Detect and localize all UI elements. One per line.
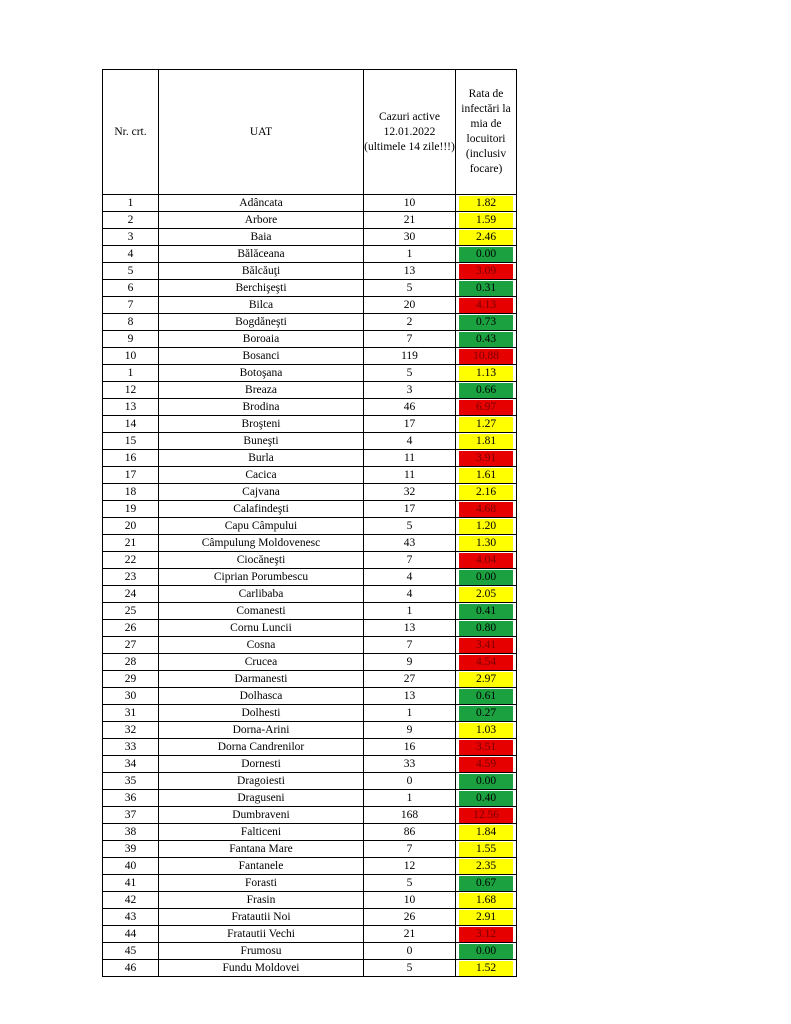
cell-nr: 19	[103, 501, 159, 518]
cell-uat: Botoşana	[159, 365, 364, 382]
cell-nr: 9	[103, 331, 159, 348]
cell-nr: 34	[103, 756, 159, 773]
header-nr-crt: Nr. crt.	[103, 70, 159, 195]
cell-rate	[456, 535, 517, 552]
cell-rate	[456, 399, 517, 416]
cell-nr: 10	[103, 348, 159, 365]
rate-value-red: 10.88	[459, 349, 513, 364]
rate-value-green: 0.73	[459, 315, 513, 330]
cell-uat: Câmpulung Moldovenesc	[159, 535, 364, 552]
table-row	[103, 909, 517, 926]
cell-rate	[456, 212, 517, 229]
cell-rate	[456, 841, 517, 858]
cell-uat: Frumosu	[159, 943, 364, 960]
cell-uat: Buneşti	[159, 433, 364, 450]
rate-value-red: 4.04	[459, 553, 513, 568]
cell-nr: 8	[103, 314, 159, 331]
cell-cases: 11	[364, 467, 456, 484]
header-uat: UAT	[159, 70, 364, 195]
cell-uat: Broşteni	[159, 416, 364, 433]
table-row	[103, 688, 517, 705]
table-row	[103, 450, 517, 467]
rate-value-red: 3.41	[459, 638, 513, 653]
cell-rate	[456, 263, 517, 280]
table-row	[103, 824, 517, 841]
cell-nr: 39	[103, 841, 159, 858]
table-row	[103, 654, 517, 671]
cell-uat: Dornesti	[159, 756, 364, 773]
cell-nr: 18	[103, 484, 159, 501]
rate-value-red: 3.09	[459, 264, 513, 279]
table-row	[103, 790, 517, 807]
cell-cases: 20	[364, 297, 456, 314]
table-row	[103, 518, 517, 535]
cell-cases: 7	[364, 552, 456, 569]
cell-rate	[456, 875, 517, 892]
cell-rate	[456, 552, 517, 569]
cell-rate	[456, 960, 517, 977]
rate-value-red: 12.56	[459, 808, 513, 823]
cell-cases: 4	[364, 569, 456, 586]
cell-cases: 33	[364, 756, 456, 773]
cell-rate	[456, 671, 517, 688]
cell-rate	[456, 773, 517, 790]
rate-value-red: 4.13	[459, 298, 513, 313]
cell-rate	[456, 739, 517, 756]
cell-uat: Fantanele	[159, 858, 364, 875]
cell-cases: 86	[364, 824, 456, 841]
table-row	[103, 382, 517, 399]
cell-uat: Dorna-Arini	[159, 722, 364, 739]
rate-value-red: 3.51	[459, 740, 513, 755]
cell-cases: 32	[364, 484, 456, 501]
table-row	[103, 875, 517, 892]
cell-rate	[456, 348, 517, 365]
cell-nr: 5	[103, 263, 159, 280]
cell-rate	[456, 331, 517, 348]
table-row	[103, 399, 517, 416]
rate-value-green: 0.27	[459, 706, 513, 721]
rate-value-yellow: 1.27	[459, 417, 513, 432]
cell-cases: 168	[364, 807, 456, 824]
cell-rate	[456, 382, 517, 399]
cell-nr: 31	[103, 705, 159, 722]
rate-value-green: 0.00	[459, 944, 513, 959]
cell-rate	[456, 297, 517, 314]
cell-uat: Breaza	[159, 382, 364, 399]
table-header	[103, 70, 517, 195]
cell-cases: 0	[364, 773, 456, 790]
cell-nr: 33	[103, 739, 159, 756]
cell-cases: 1	[364, 603, 456, 620]
cell-uat: Calafindeşti	[159, 501, 364, 518]
cell-cases: 7	[364, 841, 456, 858]
table-row	[103, 263, 517, 280]
cell-uat: Fratautii Vechi	[159, 926, 364, 943]
rate-value-yellow: 1.59	[459, 213, 513, 228]
cell-uat: Dorna Candrenilor	[159, 739, 364, 756]
cell-uat: Draguseni	[159, 790, 364, 807]
cell-uat: Cosna	[159, 637, 364, 654]
cell-uat: Burla	[159, 450, 364, 467]
cell-nr: 27	[103, 637, 159, 654]
cell-rate	[456, 654, 517, 671]
table-row	[103, 892, 517, 909]
table-row	[103, 195, 517, 212]
rate-value-green: 0.66	[459, 383, 513, 398]
rate-value-red: 3.91	[459, 451, 513, 466]
cell-nr: 12	[103, 382, 159, 399]
cell-nr: 3	[103, 229, 159, 246]
rate-value-red: 4.68	[459, 502, 513, 517]
cell-uat: Falticeni	[159, 824, 364, 841]
cell-uat: Fundu Moldovei	[159, 960, 364, 977]
rate-value-green: 0.43	[459, 332, 513, 347]
cell-rate	[456, 416, 517, 433]
cell-cases: 9	[364, 654, 456, 671]
rate-value-yellow: 2.05	[459, 587, 513, 602]
cell-nr: 28	[103, 654, 159, 671]
cell-nr: 14	[103, 416, 159, 433]
cell-nr: 13	[103, 399, 159, 416]
cell-rate	[456, 569, 517, 586]
cell-rate	[456, 858, 517, 875]
table-row	[103, 246, 517, 263]
cell-uat: Cornu Luncii	[159, 620, 364, 637]
cell-uat: Bosanci	[159, 348, 364, 365]
table-row	[103, 212, 517, 229]
cell-rate	[456, 484, 517, 501]
cell-uat: Dragoiesti	[159, 773, 364, 790]
cell-cases: 13	[364, 620, 456, 637]
cell-rate	[456, 892, 517, 909]
rate-value-green: 0.61	[459, 689, 513, 704]
cell-cases: 7	[364, 331, 456, 348]
infection-rate-table	[102, 69, 517, 977]
rate-value-yellow: 1.81	[459, 434, 513, 449]
cell-nr: 35	[103, 773, 159, 790]
cell-rate	[456, 824, 517, 841]
cell-cases: 9	[364, 722, 456, 739]
cell-cases: 30	[364, 229, 456, 246]
table-body	[103, 195, 517, 977]
cell-rate	[456, 909, 517, 926]
table-row	[103, 620, 517, 637]
rate-value-red: 6.97	[459, 400, 513, 415]
cell-cases: 4	[364, 433, 456, 450]
table-row	[103, 331, 517, 348]
cell-nr: 26	[103, 620, 159, 637]
cell-nr: 45	[103, 943, 159, 960]
table-row	[103, 433, 517, 450]
cell-nr: 44	[103, 926, 159, 943]
cell-nr: 25	[103, 603, 159, 620]
cell-rate	[456, 688, 517, 705]
cell-nr: 29	[103, 671, 159, 688]
cell-nr: 1	[103, 365, 159, 382]
cell-rate	[456, 467, 517, 484]
cell-nr: 30	[103, 688, 159, 705]
table-row	[103, 637, 517, 654]
cell-uat: Dolhesti	[159, 705, 364, 722]
cell-rate	[456, 603, 517, 620]
cell-nr: 2	[103, 212, 159, 229]
cell-cases: 21	[364, 926, 456, 943]
cell-nr: 4	[103, 246, 159, 263]
cell-nr: 32	[103, 722, 159, 739]
cell-nr: 23	[103, 569, 159, 586]
cell-nr: 46	[103, 960, 159, 977]
rate-value-yellow: 1.68	[459, 893, 513, 908]
cell-uat: Frasin	[159, 892, 364, 909]
rate-value-green: 0.00	[459, 774, 513, 789]
cell-uat: Cajvana	[159, 484, 364, 501]
cell-uat: Berchişeşti	[159, 280, 364, 297]
cell-rate	[456, 314, 517, 331]
cell-cases: 5	[364, 280, 456, 297]
rate-value-yellow: 2.97	[459, 672, 513, 687]
cell-cases: 7	[364, 637, 456, 654]
table-row	[103, 739, 517, 756]
header-row	[103, 70, 517, 195]
rate-value-red: 4.59	[459, 757, 513, 772]
cell-rate	[456, 807, 517, 824]
cell-cases: 1	[364, 790, 456, 807]
cell-nr: 6	[103, 280, 159, 297]
cell-cases: 21	[364, 212, 456, 229]
rate-value-yellow: 1.03	[459, 723, 513, 738]
cell-nr: 36	[103, 790, 159, 807]
cell-rate	[456, 943, 517, 960]
cell-nr: 24	[103, 586, 159, 603]
cell-cases: 5	[364, 365, 456, 382]
table-row	[103, 280, 517, 297]
cell-uat: Dolhasca	[159, 688, 364, 705]
cell-nr: 21	[103, 535, 159, 552]
table-row	[103, 552, 517, 569]
rate-value-yellow: 2.91	[459, 910, 513, 925]
cell-rate	[456, 705, 517, 722]
table-row	[103, 535, 517, 552]
cell-nr: 42	[103, 892, 159, 909]
table-row	[103, 705, 517, 722]
table-row	[103, 501, 517, 518]
rate-value-green: 0.00	[459, 247, 513, 262]
cell-uat: Bilca	[159, 297, 364, 314]
rate-value-green: 0.40	[459, 791, 513, 806]
rate-value-yellow: 2.16	[459, 485, 513, 500]
rate-value-yellow: 2.46	[459, 230, 513, 245]
cell-uat: Carlibaba	[159, 586, 364, 603]
rate-value-yellow: 2.35	[459, 859, 513, 874]
cell-cases: 2	[364, 314, 456, 331]
cell-uat: Arbore	[159, 212, 364, 229]
rate-value-green: 0.41	[459, 604, 513, 619]
cell-cases: 1	[364, 705, 456, 722]
cell-uat: Bălcăuţi	[159, 263, 364, 280]
cell-cases: 5	[364, 960, 456, 977]
table-row	[103, 841, 517, 858]
cell-uat: Comanesti	[159, 603, 364, 620]
rate-value-yellow: 1.82	[459, 196, 513, 211]
cell-nr: 38	[103, 824, 159, 841]
rate-value-green: 0.67	[459, 876, 513, 891]
cell-cases: 17	[364, 416, 456, 433]
cell-uat: Capu Câmpului	[159, 518, 364, 535]
cell-rate	[456, 246, 517, 263]
cell-uat: Cacica	[159, 467, 364, 484]
cell-nr: 15	[103, 433, 159, 450]
cell-uat: Darmanesti	[159, 671, 364, 688]
cell-nr: 40	[103, 858, 159, 875]
cell-cases: 119	[364, 348, 456, 365]
cell-uat: Ciprian Porumbescu	[159, 569, 364, 586]
cell-nr: 16	[103, 450, 159, 467]
cell-cases: 10	[364, 195, 456, 212]
table-row	[103, 603, 517, 620]
cell-rate	[456, 280, 517, 297]
cell-cases: 11	[364, 450, 456, 467]
cell-uat: Baia	[159, 229, 364, 246]
rate-value-green: 0.00	[459, 570, 513, 585]
cell-uat: Forasti	[159, 875, 364, 892]
table-row	[103, 722, 517, 739]
cell-cases: 12	[364, 858, 456, 875]
cell-uat: Ciocăneşti	[159, 552, 364, 569]
table-row	[103, 756, 517, 773]
table-row	[103, 858, 517, 875]
cell-rate	[456, 620, 517, 637]
cell-cases: 27	[364, 671, 456, 688]
table-row	[103, 484, 517, 501]
cell-cases: 13	[364, 688, 456, 705]
rate-value-red: 4.54	[459, 655, 513, 670]
table-row	[103, 773, 517, 790]
header-active-cases: Cazuri active 12.01.2022 (ultimele 14 zile!!!)	[364, 70, 456, 195]
cell-cases: 1	[364, 246, 456, 263]
cell-rate	[456, 195, 517, 212]
cell-rate	[456, 433, 517, 450]
rate-value-yellow: 1.52	[459, 961, 513, 976]
cell-uat: Boroaia	[159, 331, 364, 348]
rate-value-red: 3.12	[459, 927, 513, 942]
cell-rate	[456, 926, 517, 943]
table-row	[103, 926, 517, 943]
table-row	[103, 943, 517, 960]
cell-uat: Bogdăneşti	[159, 314, 364, 331]
table-row	[103, 314, 517, 331]
table-row	[103, 807, 517, 824]
cell-cases: 4	[364, 586, 456, 603]
cell-rate	[456, 229, 517, 246]
cell-rate	[456, 586, 517, 603]
table-row	[103, 229, 517, 246]
cell-uat: Dumbraveni	[159, 807, 364, 824]
cell-uat: Bălăceana	[159, 246, 364, 263]
cell-uat: Fantana Mare	[159, 841, 364, 858]
rate-value-yellow: 1.55	[459, 842, 513, 857]
cell-rate	[456, 722, 517, 739]
cell-uat: Fratautii Noi	[159, 909, 364, 926]
cell-nr: 1	[103, 195, 159, 212]
cell-rate	[456, 365, 517, 382]
table-row	[103, 671, 517, 688]
header-infection-rate: Rata de infectări la mia de locuitori (inclusiv focare)	[456, 70, 517, 195]
cell-rate	[456, 790, 517, 807]
rate-value-yellow: 1.84	[459, 825, 513, 840]
table-row	[103, 416, 517, 433]
rate-value-green: 0.31	[459, 281, 513, 296]
cell-nr: 7	[103, 297, 159, 314]
table-row	[103, 297, 517, 314]
table-row	[103, 467, 517, 484]
cell-cases: 26	[364, 909, 456, 926]
cell-nr: 20	[103, 518, 159, 535]
table-row	[103, 586, 517, 603]
cell-uat: Brodina	[159, 399, 364, 416]
cell-cases: 3	[364, 382, 456, 399]
cell-cases: 46	[364, 399, 456, 416]
cell-uat: Crucea	[159, 654, 364, 671]
cell-rate	[456, 637, 517, 654]
cell-nr: 37	[103, 807, 159, 824]
cell-rate	[456, 518, 517, 535]
cell-nr: 43	[103, 909, 159, 926]
cell-rate	[456, 756, 517, 773]
table-row	[103, 365, 517, 382]
cell-cases: 17	[364, 501, 456, 518]
cell-cases: 5	[364, 518, 456, 535]
table-row	[103, 960, 517, 977]
rate-value-yellow: 1.61	[459, 468, 513, 483]
rate-value-green: 0.80	[459, 621, 513, 636]
rate-value-yellow: 1.30	[459, 536, 513, 551]
cell-nr: 17	[103, 467, 159, 484]
cell-cases: 13	[364, 263, 456, 280]
cell-cases: 16	[364, 739, 456, 756]
cell-cases: 43	[364, 535, 456, 552]
table-row	[103, 569, 517, 586]
cell-uat: Adâncata	[159, 195, 364, 212]
cell-cases: 10	[364, 892, 456, 909]
cell-rate	[456, 501, 517, 518]
rate-value-yellow: 1.13	[459, 366, 513, 381]
table-row	[103, 348, 517, 365]
rate-value-yellow: 1.20	[459, 519, 513, 534]
cell-nr: 22	[103, 552, 159, 569]
cell-cases: 0	[364, 943, 456, 960]
cell-nr: 41	[103, 875, 159, 892]
cell-rate	[456, 450, 517, 467]
cell-cases: 5	[364, 875, 456, 892]
